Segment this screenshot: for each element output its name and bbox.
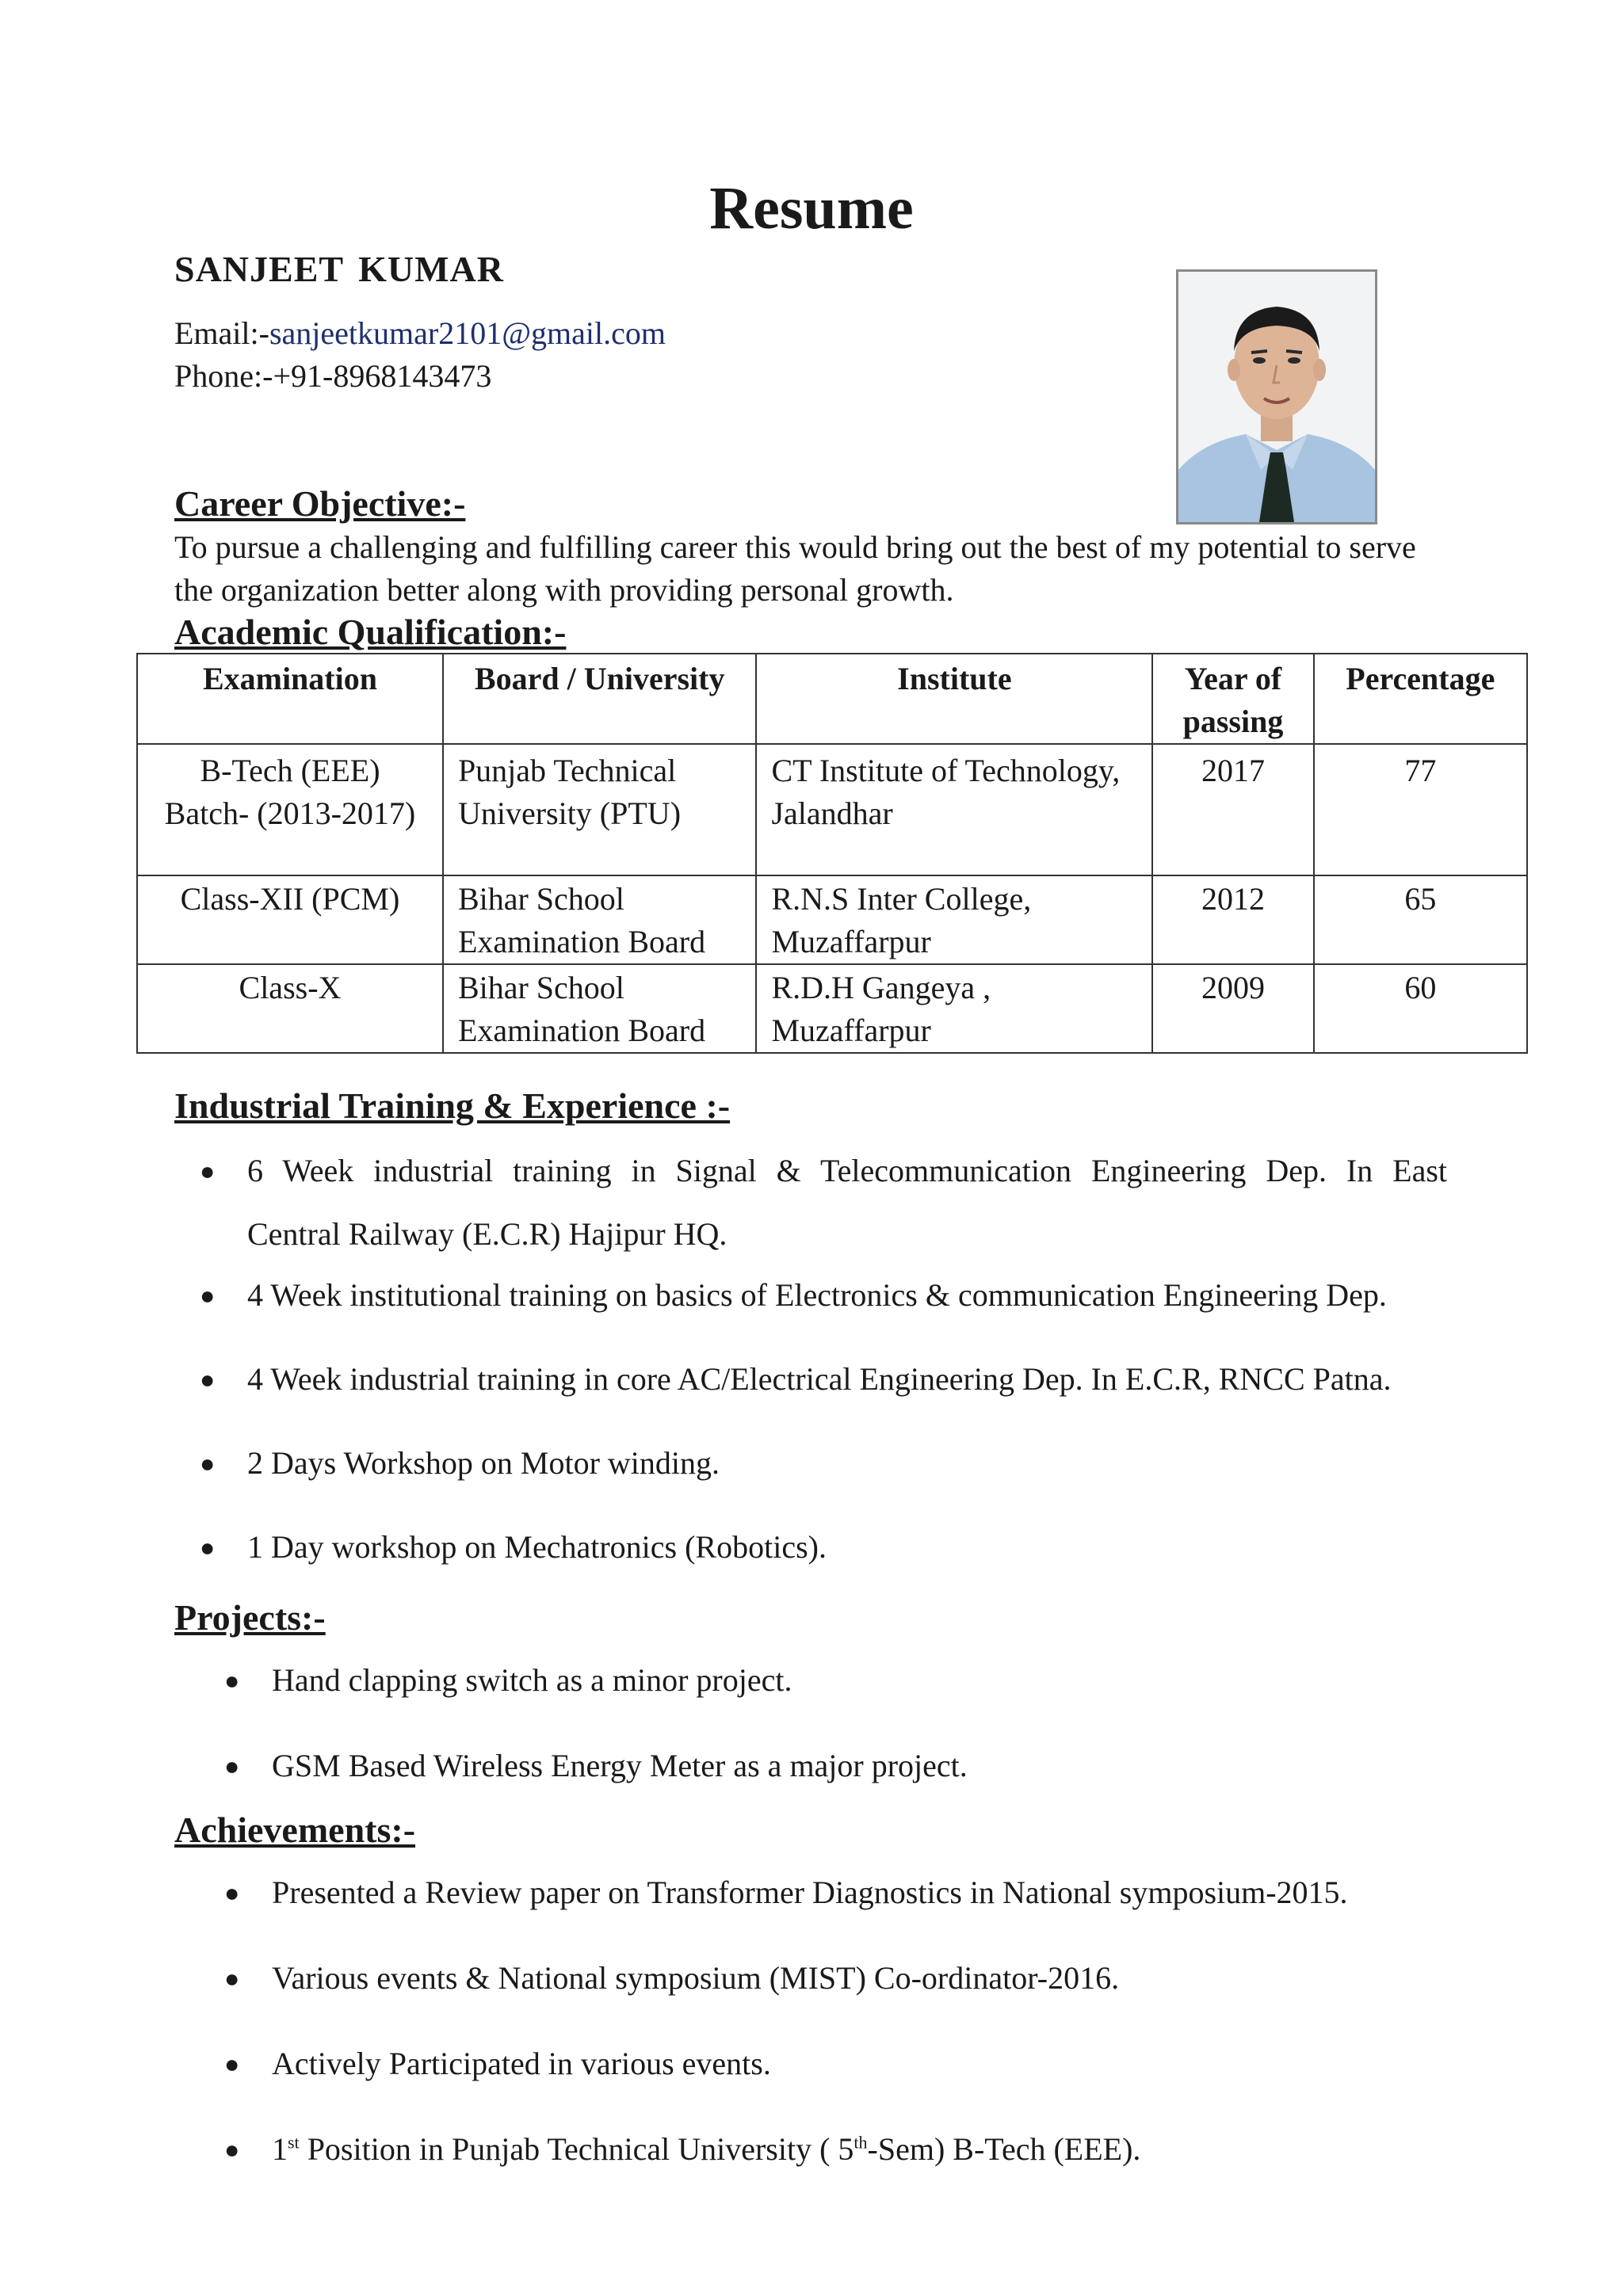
academic-table <box>136 653 1528 1054</box>
ordinal-suffix: st <box>288 2132 300 2153</box>
cell-percentage: 60 <box>1314 964 1527 1053</box>
table-header-row <box>137 654 1527 744</box>
projects-list <box>224 1659 1461 1830</box>
email-label: Email:- <box>174 315 269 351</box>
cell-percentage: 77 <box>1314 744 1527 875</box>
training-item-text: 4 Week industrial training in core AC/Electrical Engineering Dep. In E.C.R, RNCC Patna. <box>247 1361 1392 1397</box>
bullet-icon: ● <box>224 1878 240 1907</box>
cell-year: 2017 <box>1152 744 1313 875</box>
cell-examination: Class-X <box>137 964 443 1053</box>
ordinal-suffix: th <box>854 2132 868 2153</box>
achievement-item-text: Presented a Review paper on Transformer Diagnostics in National symposium-2015. <box>272 1875 1348 1910</box>
exam-batch: Batch- (2013-2017) <box>164 795 416 831</box>
cell-year: 2009 <box>1152 964 1313 1053</box>
bullet-icon: ● <box>224 1964 240 1993</box>
training-item-line1: 6 Week industrial training in Signal & Telecommunication Engineering Dep. In East <box>247 1153 1447 1188</box>
project-item-text: GSM Based Wireless Energy Meter as a major project. <box>272 1748 968 1783</box>
header-year: Year of passing <box>1152 654 1313 744</box>
achievement-item-text: Various events & National symposium (MIST) Co-ordinator-2016. <box>272 1960 1120 1996</box>
cell-percentage: 65 <box>1314 875 1527 964</box>
list-item <box>200 1442 1447 1485</box>
training-list <box>200 1139 1447 1610</box>
list-item <box>200 1358 1447 1401</box>
projects-heading: Projects:- <box>174 1597 326 1638</box>
career-objective-text: To pursue a challenging and fulfilling career this would bring out the best of my potential to serve the organization better along with providing personal growth. <box>174 529 1416 608</box>
table-row <box>137 744 1527 875</box>
training-heading: Industrial Training & Experience :- <box>174 1085 731 1126</box>
cell-board: Bihar School Examination Board <box>443 875 757 964</box>
achievements-list <box>224 1871 1461 2214</box>
list-item <box>224 1745 1461 1787</box>
list-item <box>224 2128 1461 2171</box>
phone-value: +91-8968143473 <box>273 358 492 394</box>
cell-institute: R.N.S Inter College, Muzaffarpur <box>756 875 1152 964</box>
email-value[interactable]: sanjeetkumar2101@gmail.com <box>269 315 666 351</box>
training-item-line2: Central Railway (E.C.R) Hajipur HQ. <box>247 1216 727 1252</box>
profile-photo <box>1176 269 1377 524</box>
achievement-rank: 1 <box>272 2131 288 2167</box>
header-percentage: Percentage <box>1314 654 1527 744</box>
email-line <box>174 314 666 353</box>
cell-board: Bihar School Examination Board <box>443 964 757 1053</box>
exam-line: B-Tech (EEE) <box>200 753 380 788</box>
list-item <box>200 1526 1447 1569</box>
training-item-text: 4 Week institutional training on basics of Electronics & communication Engineering Dep. <box>247 1277 1387 1313</box>
academic-heading: Academic Qualification:- <box>174 612 567 652</box>
training-item-text: 1 Day workshop on Mechatronics (Robotics). <box>247 1529 827 1565</box>
phone-label: Phone:- <box>174 358 273 394</box>
achievement-text-end: -Sem) B-Tech (EEE). <box>867 2131 1141 2167</box>
cell-examination: Class-XII (PCM) <box>137 875 443 964</box>
phone-line <box>174 357 491 396</box>
portrait-image <box>1178 272 1375 522</box>
cell-institute: R.D.H Gangeya , Muzaffarpur <box>756 964 1152 1053</box>
training-item-text: 2 Days Workshop on Motor winding. <box>247 1445 720 1481</box>
bullet-icon: ● <box>224 1752 240 1780</box>
cell-institute: CT Institute of Technology, Jalandhar <box>756 744 1152 875</box>
project-item-text: Hand clapping switch as a minor project. <box>272 1662 792 1698</box>
list-item <box>224 1871 1461 1914</box>
cell-year: 2012 <box>1152 875 1313 964</box>
achievement-text: Position in Punjab Technical University ( 5 <box>299 2131 854 2167</box>
header-board: Board / University <box>443 654 757 744</box>
last-name: KUMAR <box>358 249 504 289</box>
list-item <box>200 1274 1447 1317</box>
list-item <box>224 1957 1461 2000</box>
table-row <box>137 964 1527 1053</box>
achievements-heading: Achievements:- <box>174 1810 416 1850</box>
list-item <box>224 2042 1461 2085</box>
cell-examination <box>137 744 443 875</box>
bullet-icon: ● <box>224 2135 240 2164</box>
list-item <box>224 1659 1461 1702</box>
bullet-icon: ● <box>224 2050 240 2078</box>
bullet-icon: ● <box>200 1449 216 1478</box>
bullet-icon: ● <box>200 1365 216 1394</box>
cell-board: Punjab Technical University (PTU) <box>443 744 757 875</box>
bullet-icon: ● <box>200 1281 216 1310</box>
header-examination: Examination <box>137 654 443 744</box>
achievement-item-text: Actively Participated in various events. <box>272 2046 771 2081</box>
bullet-icon: ● <box>200 1533 216 1562</box>
career-objective-heading: Career Objective:- <box>174 483 466 524</box>
list-item <box>200 1139 1447 1266</box>
first-name: SANJEET <box>174 249 345 289</box>
table-row <box>137 875 1527 964</box>
candidate-name <box>174 247 504 292</box>
page-title: Resume <box>709 175 914 242</box>
header-institute: Institute <box>756 654 1152 744</box>
bullet-icon: ● <box>224 1666 240 1695</box>
bullet-icon: ● <box>200 1157 216 1185</box>
